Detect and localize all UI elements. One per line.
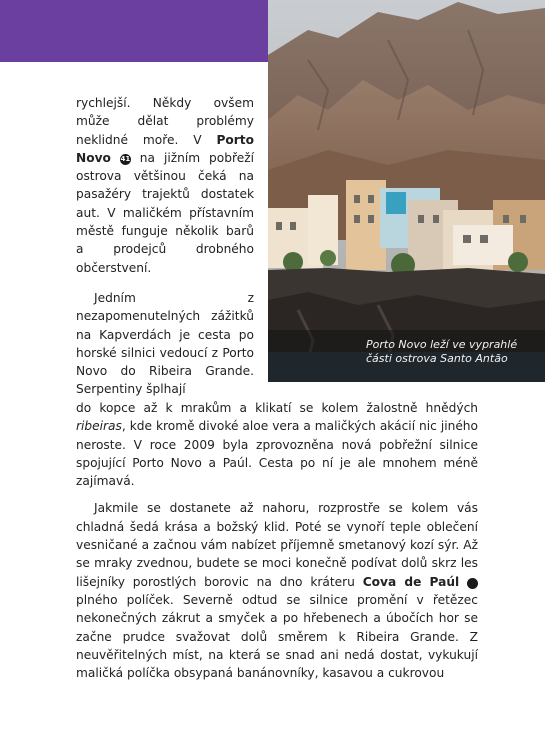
photo-illustration bbox=[268, 0, 545, 382]
body-text: na jižním pobřeží ostrova většinou čeká na pasažéry trajektů dostatek aut. V maličkém přístavním městě funguje několik barů a prodejců drobného občerstvení. bbox=[76, 150, 254, 275]
map-marker-42: 42 bbox=[467, 578, 478, 589]
body-text: do kopce až k mrakům a klikatí se kolem žalostně hnědých bbox=[76, 401, 478, 415]
place-name-porto-novo: Porto Novo bbox=[76, 132, 254, 165]
body-text: , kde kromě divoké aloe vera a maličkých akácií nic jiného neroste. V roce 2009 byla zprovozněna nová pobřežní silnice spojující Porto Novo a Paúl. Cesta po ní je ale mnohem méně zajímavá. bbox=[76, 419, 478, 489]
porto-novo-photo bbox=[268, 0, 545, 382]
column-paragraph-2 bbox=[76, 289, 254, 399]
body-text: rychlejší. Někdy ovšem může dělat problémy neklidné moře. V bbox=[76, 96, 254, 147]
map-marker-41: 41 bbox=[120, 154, 131, 163]
body-text: Jedním z nezapomenutelných zážitků na Kapverdách je cesta po horské silnici vedoucí z Porto Novo do Ribeira Grande. Serpentiny šplhají bbox=[76, 291, 254, 397]
full-width-text bbox=[76, 399, 495, 682]
body-text: Jakmile se dostanete až nahoru, rozprostře se kolem vás chladná šedá krása a božský klid. Poté se vynoří teple oblečení vesničané a začnou vám nabízet příjemně smetanový kozí sýr. Až se mraky zvednou, budete se moci konečně podívat dolů skrz les lišejníky porostlých borovic na dno kráteru bbox=[76, 501, 478, 589]
photo-caption bbox=[268, 330, 545, 382]
caption-line-1: Porto Novo leží ve vyprahlé bbox=[366, 338, 518, 351]
body-text: plného políček. Severně odtud se silnice promění v řetězec nekonečných zákrut a smyček a po hřebenech a úbočích hor se začne prudce svažovat dolů směrem k Ribeira Grande. Z neuvěřitelných míst, na která se snad ani nedá dostat, vykukují maličká políčka obsypaná banánovníky, kasavou a cukrovou bbox=[76, 592, 478, 681]
header-color-bar bbox=[0, 0, 268, 62]
caption-line-2: části ostrova Santo Antão bbox=[366, 352, 508, 365]
place-name-cova-de-paul: Cova de Paúl bbox=[362, 574, 460, 589]
term-ribeiras: ribeiras bbox=[76, 419, 122, 434]
column-paragraph-1 bbox=[76, 94, 254, 277]
